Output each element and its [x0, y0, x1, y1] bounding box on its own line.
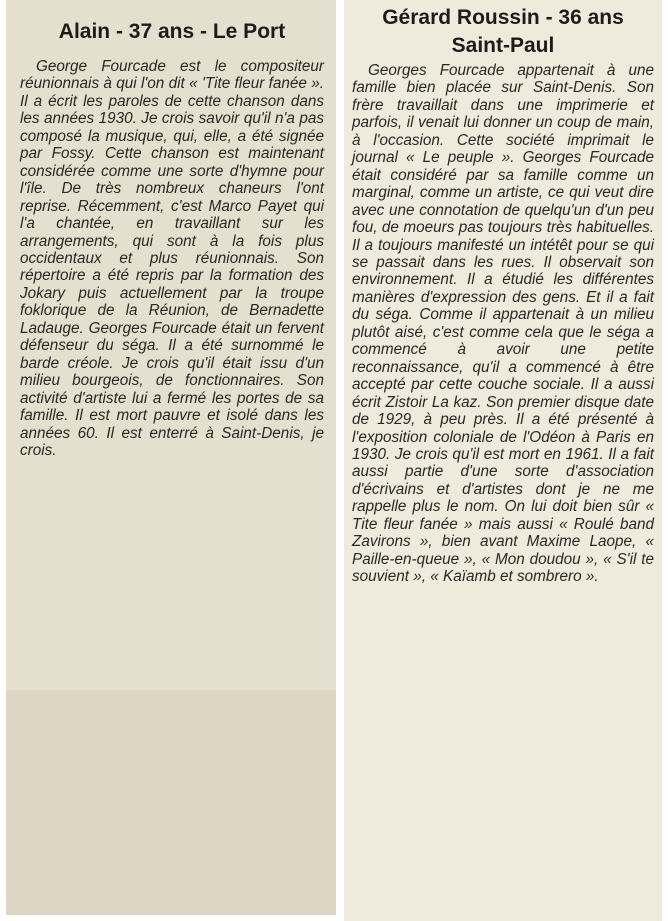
right-article-heading-line2: Saint-Paul	[451, 34, 555, 57]
right-column	[344, 0, 662, 921]
left-column	[6, 0, 336, 915]
left-article-heading: Alain - 37 ans - Le Port	[58, 20, 286, 43]
left-article-body: George Fourcade est le compositeur réunionnais à qui l'on dit « 'Tite fleur fanée ». Il a écrit les paroles de cette chanson dans les années 1930. Je crois savoir qu'il n'a pas composé la musique, qui, elle, a été signée par Fossy. Cette chanson est maintenant considérée comme une sorte d'hymne pour l'île. De très nombreux chaneurs l'ont reprise. Récemment, c'est Marco Payet qui l'a chantée, en travaillant sur les arrangements, qui sont à la fois plus occidentaux et plus réunionnais. Son répertoire a été repris par la formation des Jokary puis actuellement par la troupe foklorique de la Réunion, de Bernadette Ladauge. Georges Fourcade était un fervent défenseur du séga. Il a été surnommé le barde créole. Je crois qu'il était issu d'un milieu bourgeois, de fonctionnaires. Son activité d'artiste lui a fermé les portes de sa famille. Il est mort pauvre et isolé dans les années 60. Il est enterré à Saint-Denis, je crois.	[20, 58, 324, 459]
right-article-heading	[352, 4, 654, 60]
right-article-body: Georges Fourcade appartenait à une famille bien placée sur Saint-Denis. Son frère travaillait dans une imprimerie et parfois, il venait lui donner un coup de main, à l'occasion. Cette société imprimait le journal « Le peuple ». Georges Fourcade était considéré par sa famille comme un marginal, comme un artiste, ce qui veut dire avec une connotation de quelqu'un d'un peu fou, de moeurs pas toujours très habituelles. Il a toujours manifesté un intétêt pour se qui se passait dans les rues. Il observait son environnement. Il a étudié les différentes manières d'expression des gens. Et il a fait du séga. Comme il appartenait à un milieu plutôt aisé, c'est comme cela que le séga a commencé à avoir une petite reconnaissance, qu'il a commencé à être accepté par cette couche sociale. Il a aussi écrit Zistoir La kaz. Son premier disque date de 1929, à peu près. Il a été présenté à l'exposition coloniale de l'Odéon à Paris en 1930. Je crois qu'il est mort en 1961. Il a fait aussi partie d'une sorte d'association d'écrivains et d'artistes dont je ne me rappelle plus le nom. On lui doit bien sûr « Tite fleur fanée » mais aussi « Roulé band Zavirons », bien avant Maxime Laope, « Paille-en-queue », « Mon doudou », « S'il te souvient », « Kaïamb et sombrero ».	[352, 62, 654, 586]
left-column-empty-area	[6, 690, 336, 915]
right-article-heading-line1: Gérard Roussin - 36 ans	[382, 6, 624, 29]
